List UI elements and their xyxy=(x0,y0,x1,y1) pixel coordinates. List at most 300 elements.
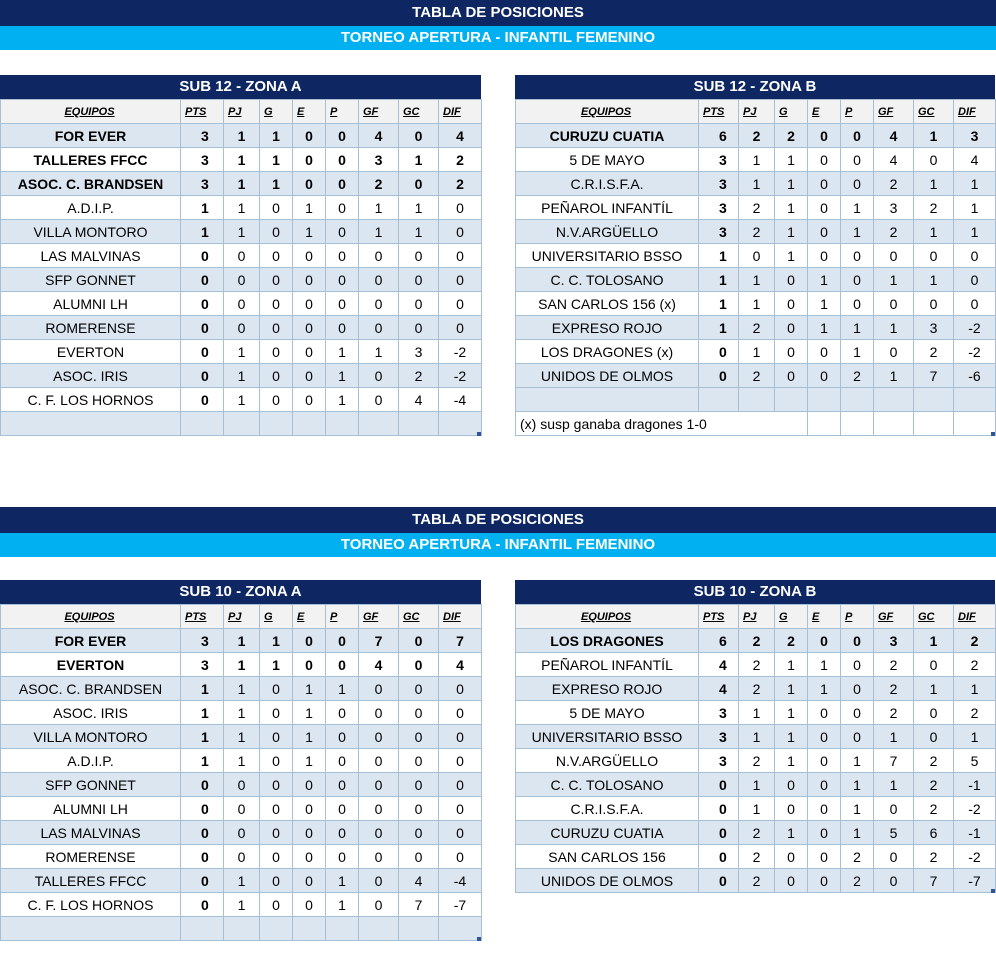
stat-pj: 1 xyxy=(224,172,260,196)
section-2-banner xyxy=(0,507,996,557)
table-row xyxy=(1,677,482,701)
table-row xyxy=(516,364,996,388)
stat-p: 0 xyxy=(841,725,874,749)
team-name: UNIDOS DE OLMOS xyxy=(516,869,699,893)
stat-gc: 0 xyxy=(399,124,439,148)
stat-dif: 1 xyxy=(954,196,996,220)
stat-e: 1 xyxy=(293,749,326,773)
stat-e: 0 xyxy=(293,316,326,340)
team-name: ROMERENSE xyxy=(1,845,181,869)
stat-p: 1 xyxy=(841,340,874,364)
team-name: UNIVERSITARIO BSSO xyxy=(516,244,699,268)
table-row xyxy=(516,316,996,340)
stat-g: 0 xyxy=(260,845,293,869)
stat-e: 0 xyxy=(808,725,841,749)
column-header: GC xyxy=(914,605,954,629)
stat-pj: 1 xyxy=(739,797,775,821)
column-header: G xyxy=(260,100,293,124)
stat-pj: 2 xyxy=(739,124,775,148)
stat-gf: 2 xyxy=(874,701,914,725)
team-name: EVERTON xyxy=(1,340,181,364)
stat-p: 0 xyxy=(841,172,874,196)
team-name: UNIDOS DE OLMOS xyxy=(516,364,699,388)
empty-cell xyxy=(874,388,914,412)
stat-pj: 1 xyxy=(224,220,260,244)
stat-dif: 0 xyxy=(439,797,482,821)
stat-pj: 1 xyxy=(224,388,260,412)
table-row xyxy=(516,124,996,148)
stat-gf: 0 xyxy=(359,316,399,340)
stat-gf: 1 xyxy=(874,316,914,340)
empty-cell xyxy=(914,412,954,436)
stat-gf: 1 xyxy=(874,364,914,388)
stat-gf: 1 xyxy=(874,773,914,797)
stat-pj: 2 xyxy=(739,364,775,388)
table-row xyxy=(516,821,996,845)
stat-p: 0 xyxy=(841,629,874,653)
stat-dif: 0 xyxy=(439,821,482,845)
stat-p: 0 xyxy=(326,316,359,340)
stat-gf: 4 xyxy=(359,653,399,677)
team-name: N.V.ARGÜELLO xyxy=(516,749,699,773)
stat-g: 0 xyxy=(260,821,293,845)
table-row xyxy=(1,292,482,316)
stat-gc: 2 xyxy=(914,749,954,773)
table-row xyxy=(1,725,482,749)
stat-e: 0 xyxy=(293,340,326,364)
stat-pj: 1 xyxy=(224,629,260,653)
stat-pj: 1 xyxy=(739,725,775,749)
stat-g: 0 xyxy=(775,316,808,340)
stat-p: 0 xyxy=(326,797,359,821)
stat-dif: 1 xyxy=(954,220,996,244)
stat-e: 0 xyxy=(293,364,326,388)
column-header: PJ xyxy=(739,605,775,629)
stat-g: 0 xyxy=(260,725,293,749)
stat-gf: 0 xyxy=(359,268,399,292)
team-name: SAN CARLOS 156 xyxy=(516,845,699,869)
column-header: GF xyxy=(874,605,914,629)
stat-p: 0 xyxy=(326,148,359,172)
table-row xyxy=(1,148,482,172)
stat-dif: 0 xyxy=(439,292,482,316)
stat-pj: 1 xyxy=(224,677,260,701)
stat-dif: 0 xyxy=(439,773,482,797)
stat-dif: -4 xyxy=(439,388,482,412)
stat-gc: 1 xyxy=(914,677,954,701)
empty-cell xyxy=(399,412,439,436)
stat-pj: 1 xyxy=(224,893,260,917)
stat-e: 1 xyxy=(293,220,326,244)
stat-pts: 0 xyxy=(181,292,224,316)
stat-p: 0 xyxy=(841,701,874,725)
table-row xyxy=(516,869,996,893)
stat-pts: 3 xyxy=(699,749,739,773)
stat-gc: 3 xyxy=(914,316,954,340)
stat-p: 1 xyxy=(326,677,359,701)
stat-pts: 6 xyxy=(699,629,739,653)
stat-pts: 0 xyxy=(699,364,739,388)
stat-dif: -7 xyxy=(439,893,482,917)
stat-dif: 0 xyxy=(439,725,482,749)
stat-p: 0 xyxy=(326,845,359,869)
stat-e: 0 xyxy=(808,340,841,364)
stat-gf: 0 xyxy=(359,749,399,773)
stat-pj: 1 xyxy=(739,292,775,316)
stat-dif: 5 xyxy=(954,749,996,773)
stat-gf: 7 xyxy=(874,749,914,773)
stat-gc: 1 xyxy=(914,220,954,244)
stat-dif: 4 xyxy=(439,653,482,677)
stat-gc: 0 xyxy=(399,749,439,773)
stat-e: 0 xyxy=(808,821,841,845)
stat-g: 0 xyxy=(260,220,293,244)
table-row xyxy=(516,773,996,797)
empty-cell xyxy=(739,388,775,412)
stat-g: 0 xyxy=(775,364,808,388)
stat-gc: 7 xyxy=(914,869,954,893)
stat-pj: 2 xyxy=(739,653,775,677)
table-row xyxy=(516,220,996,244)
stat-dif: 2 xyxy=(954,701,996,725)
stat-gc: 0 xyxy=(399,172,439,196)
stat-pts: 1 xyxy=(181,749,224,773)
resize-handle[interactable] xyxy=(991,889,995,893)
stat-pts: 0 xyxy=(699,773,739,797)
stat-p: 0 xyxy=(326,172,359,196)
stat-p: 1 xyxy=(326,869,359,893)
stat-dif: 1 xyxy=(954,172,996,196)
stat-g: 1 xyxy=(260,124,293,148)
stat-pts: 0 xyxy=(181,340,224,364)
table-row xyxy=(1,364,482,388)
column-header: P xyxy=(841,100,874,124)
stat-p: 1 xyxy=(326,364,359,388)
stat-e: 0 xyxy=(293,148,326,172)
stat-gc: 1 xyxy=(914,172,954,196)
stat-p: 1 xyxy=(841,196,874,220)
stat-pj: 1 xyxy=(224,364,260,388)
stat-gf: 4 xyxy=(874,148,914,172)
stat-gc: 2 xyxy=(914,196,954,220)
team-name: VILLA MONTORO xyxy=(1,725,181,749)
team-name: ASOC. C. BRANDSEN xyxy=(1,677,181,701)
stat-gf: 0 xyxy=(874,244,914,268)
stat-g: 0 xyxy=(260,773,293,797)
stat-e: 0 xyxy=(293,629,326,653)
team-name: CURUZU CUATIA xyxy=(516,821,699,845)
stat-gc: 0 xyxy=(399,725,439,749)
empty-cell xyxy=(293,917,326,941)
stat-pts: 3 xyxy=(181,629,224,653)
resize-handle[interactable] xyxy=(991,432,995,436)
stat-e: 0 xyxy=(293,821,326,845)
stat-g: 0 xyxy=(260,196,293,220)
stat-pts: 0 xyxy=(181,268,224,292)
column-header: EQUIPOS xyxy=(516,100,699,124)
stat-pj: 1 xyxy=(224,196,260,220)
stat-pts: 1 xyxy=(181,677,224,701)
column-header: DIF xyxy=(954,605,996,629)
team-name: A.D.I.P. xyxy=(1,749,181,773)
column-header: P xyxy=(326,605,359,629)
stat-gc: 0 xyxy=(914,725,954,749)
table-row xyxy=(516,749,996,773)
stat-e: 1 xyxy=(293,677,326,701)
footnote: (x) susp ganaba dragones 1-0 xyxy=(516,412,808,436)
empty-cell xyxy=(954,388,996,412)
empty-cell xyxy=(808,412,841,436)
team-name: C. C. TOLOSANO xyxy=(516,268,699,292)
stat-g: 0 xyxy=(260,388,293,412)
stat-pts: 0 xyxy=(181,893,224,917)
stat-gf: 3 xyxy=(359,148,399,172)
stat-p: 1 xyxy=(841,773,874,797)
stat-g: 1 xyxy=(260,653,293,677)
table-row xyxy=(516,196,996,220)
empty-cell xyxy=(224,917,260,941)
stat-dif: 4 xyxy=(954,148,996,172)
stat-dif: 3 xyxy=(954,124,996,148)
empty-cell xyxy=(224,412,260,436)
stat-p: 1 xyxy=(841,821,874,845)
stat-gc: 1 xyxy=(914,124,954,148)
column-header: PTS xyxy=(699,605,739,629)
resize-handle[interactable] xyxy=(477,937,481,941)
column-header: E xyxy=(808,605,841,629)
team-name: LOS DRAGONES (x) xyxy=(516,340,699,364)
stat-e: 1 xyxy=(293,701,326,725)
empty-cell xyxy=(439,412,482,436)
stat-g: 0 xyxy=(260,701,293,725)
column-header: P xyxy=(326,100,359,124)
stat-gc: 0 xyxy=(399,797,439,821)
stat-gf: 3 xyxy=(874,196,914,220)
empty-row xyxy=(516,412,996,436)
table-row xyxy=(1,701,482,725)
team-name: EXPRESO ROJO xyxy=(516,316,699,340)
stat-pj: 2 xyxy=(739,821,775,845)
stat-p: 0 xyxy=(326,629,359,653)
stat-g: 1 xyxy=(260,172,293,196)
stat-pj: 1 xyxy=(224,725,260,749)
stat-gc: 0 xyxy=(399,268,439,292)
empty-cell xyxy=(326,917,359,941)
stat-g: 0 xyxy=(260,893,293,917)
stat-g: 0 xyxy=(260,677,293,701)
column-header: EQUIPOS xyxy=(1,605,181,629)
stat-gf: 1 xyxy=(359,196,399,220)
header-row xyxy=(516,100,996,124)
table-row xyxy=(1,124,482,148)
stat-pj: 1 xyxy=(739,148,775,172)
column-header: PJ xyxy=(739,100,775,124)
stat-pj: 0 xyxy=(224,244,260,268)
stat-gf: 0 xyxy=(359,388,399,412)
stat-pts: 0 xyxy=(181,869,224,893)
stat-g: 1 xyxy=(775,749,808,773)
stat-pj: 1 xyxy=(224,148,260,172)
stat-pts: 3 xyxy=(181,653,224,677)
team-name: ALUMNI LH xyxy=(1,797,181,821)
stat-e: 1 xyxy=(808,316,841,340)
table-row xyxy=(516,148,996,172)
stat-gf: 1 xyxy=(874,725,914,749)
stat-pj: 1 xyxy=(739,701,775,725)
standings-table xyxy=(515,99,996,436)
stat-pts: 0 xyxy=(181,364,224,388)
empty-cell xyxy=(181,412,224,436)
table-row xyxy=(516,701,996,725)
empty-cell xyxy=(954,412,996,436)
stat-gc: 0 xyxy=(399,316,439,340)
stat-gf: 0 xyxy=(359,244,399,268)
table-row xyxy=(1,268,482,292)
stat-pts: 3 xyxy=(699,701,739,725)
stat-pj: 1 xyxy=(224,340,260,364)
stat-pts: 0 xyxy=(699,340,739,364)
stat-gf: 0 xyxy=(874,340,914,364)
column-header: E xyxy=(293,100,326,124)
stat-p: 0 xyxy=(326,821,359,845)
stat-gc: 0 xyxy=(399,701,439,725)
stat-gc: 1 xyxy=(914,629,954,653)
column-header: PJ xyxy=(224,100,260,124)
team-name: FOR EVER xyxy=(1,124,181,148)
standings-sub12-zona-b xyxy=(515,75,995,436)
stat-pj: 0 xyxy=(224,845,260,869)
stat-gc: 2 xyxy=(914,845,954,869)
table-row xyxy=(1,220,482,244)
resize-handle[interactable] xyxy=(477,432,481,436)
column-header: GC xyxy=(399,100,439,124)
team-name: 5 DE MAYO xyxy=(516,701,699,725)
stat-dif: 2 xyxy=(954,653,996,677)
stat-e: 0 xyxy=(293,797,326,821)
table-row xyxy=(516,677,996,701)
stat-pj: 1 xyxy=(739,340,775,364)
stat-gf: 4 xyxy=(874,124,914,148)
stat-dif: -2 xyxy=(439,340,482,364)
stat-g: 1 xyxy=(775,701,808,725)
stat-pts: 3 xyxy=(699,196,739,220)
stat-gc: 1 xyxy=(914,268,954,292)
stat-pj: 2 xyxy=(739,749,775,773)
table-row xyxy=(516,172,996,196)
stat-gc: 0 xyxy=(399,773,439,797)
standings-sub10-zona-b xyxy=(515,580,995,893)
stat-dif: 0 xyxy=(954,292,996,316)
empty-cell xyxy=(914,388,954,412)
stat-p: 0 xyxy=(326,749,359,773)
stat-g: 0 xyxy=(775,773,808,797)
stat-p: 0 xyxy=(326,220,359,244)
stat-pts: 1 xyxy=(699,244,739,268)
team-name: A.D.I.P. xyxy=(1,196,181,220)
stat-dif: 7 xyxy=(439,629,482,653)
stat-gf: 0 xyxy=(874,869,914,893)
column-header: GF xyxy=(359,605,399,629)
stat-gf: 2 xyxy=(874,677,914,701)
stat-p: 0 xyxy=(841,292,874,316)
stat-e: 1 xyxy=(293,725,326,749)
stat-pj: 1 xyxy=(224,124,260,148)
stat-gf: 0 xyxy=(359,845,399,869)
column-header: P xyxy=(841,605,874,629)
stat-g: 1 xyxy=(775,244,808,268)
stat-pts: 3 xyxy=(699,172,739,196)
empty-cell xyxy=(260,917,293,941)
zone-title: SUB 12 - ZONA A xyxy=(0,75,481,99)
stat-dif: -2 xyxy=(954,797,996,821)
stat-pj: 0 xyxy=(224,821,260,845)
stat-e: 0 xyxy=(293,773,326,797)
stat-dif: -7 xyxy=(954,869,996,893)
stat-pj: 1 xyxy=(224,653,260,677)
stat-e: 0 xyxy=(293,124,326,148)
stat-g: 0 xyxy=(775,845,808,869)
stat-gf: 1 xyxy=(359,340,399,364)
stat-pj: 1 xyxy=(224,749,260,773)
column-header: GC xyxy=(399,605,439,629)
stat-pts: 1 xyxy=(699,292,739,316)
table-row xyxy=(1,869,482,893)
empty-cell xyxy=(699,388,739,412)
empty-row xyxy=(516,388,996,412)
stat-pts: 4 xyxy=(699,653,739,677)
stat-g: 0 xyxy=(775,268,808,292)
stat-pts: 0 xyxy=(181,821,224,845)
stat-gf: 0 xyxy=(874,292,914,316)
team-name: EVERTON xyxy=(1,653,181,677)
stat-p: 0 xyxy=(841,148,874,172)
team-name: LAS MALVINAS xyxy=(1,821,181,845)
stat-pts: 1 xyxy=(181,220,224,244)
stat-dif: 1 xyxy=(954,725,996,749)
stat-dif: -2 xyxy=(954,845,996,869)
stat-gc: 2 xyxy=(914,340,954,364)
stat-p: 0 xyxy=(326,701,359,725)
stat-pts: 0 xyxy=(699,797,739,821)
stat-g: 1 xyxy=(775,821,808,845)
stat-gf: 0 xyxy=(359,797,399,821)
column-header: GF xyxy=(874,100,914,124)
stat-g: 0 xyxy=(260,292,293,316)
table-row xyxy=(1,893,482,917)
stat-g: 0 xyxy=(260,749,293,773)
stat-g: 0 xyxy=(775,340,808,364)
column-header: DIF xyxy=(439,605,482,629)
stat-dif: 0 xyxy=(954,244,996,268)
stat-p: 1 xyxy=(841,220,874,244)
stat-g: 0 xyxy=(260,244,293,268)
empty-cell xyxy=(326,412,359,436)
banner-subtitle: TORNEO APERTURA - INFANTIL FEMENINO xyxy=(0,26,996,50)
stat-g: 1 xyxy=(775,148,808,172)
stat-g: 1 xyxy=(775,172,808,196)
stat-g: 0 xyxy=(260,797,293,821)
stat-gf: 0 xyxy=(874,845,914,869)
stat-p: 0 xyxy=(841,268,874,292)
stat-g: 1 xyxy=(775,677,808,701)
stat-gf: 0 xyxy=(874,797,914,821)
stat-p: 0 xyxy=(326,773,359,797)
stat-gc: 0 xyxy=(399,629,439,653)
team-name: C. F. LOS HORNOS xyxy=(1,893,181,917)
stat-pts: 3 xyxy=(181,124,224,148)
stat-p: 0 xyxy=(326,292,359,316)
empty-row xyxy=(1,917,482,941)
